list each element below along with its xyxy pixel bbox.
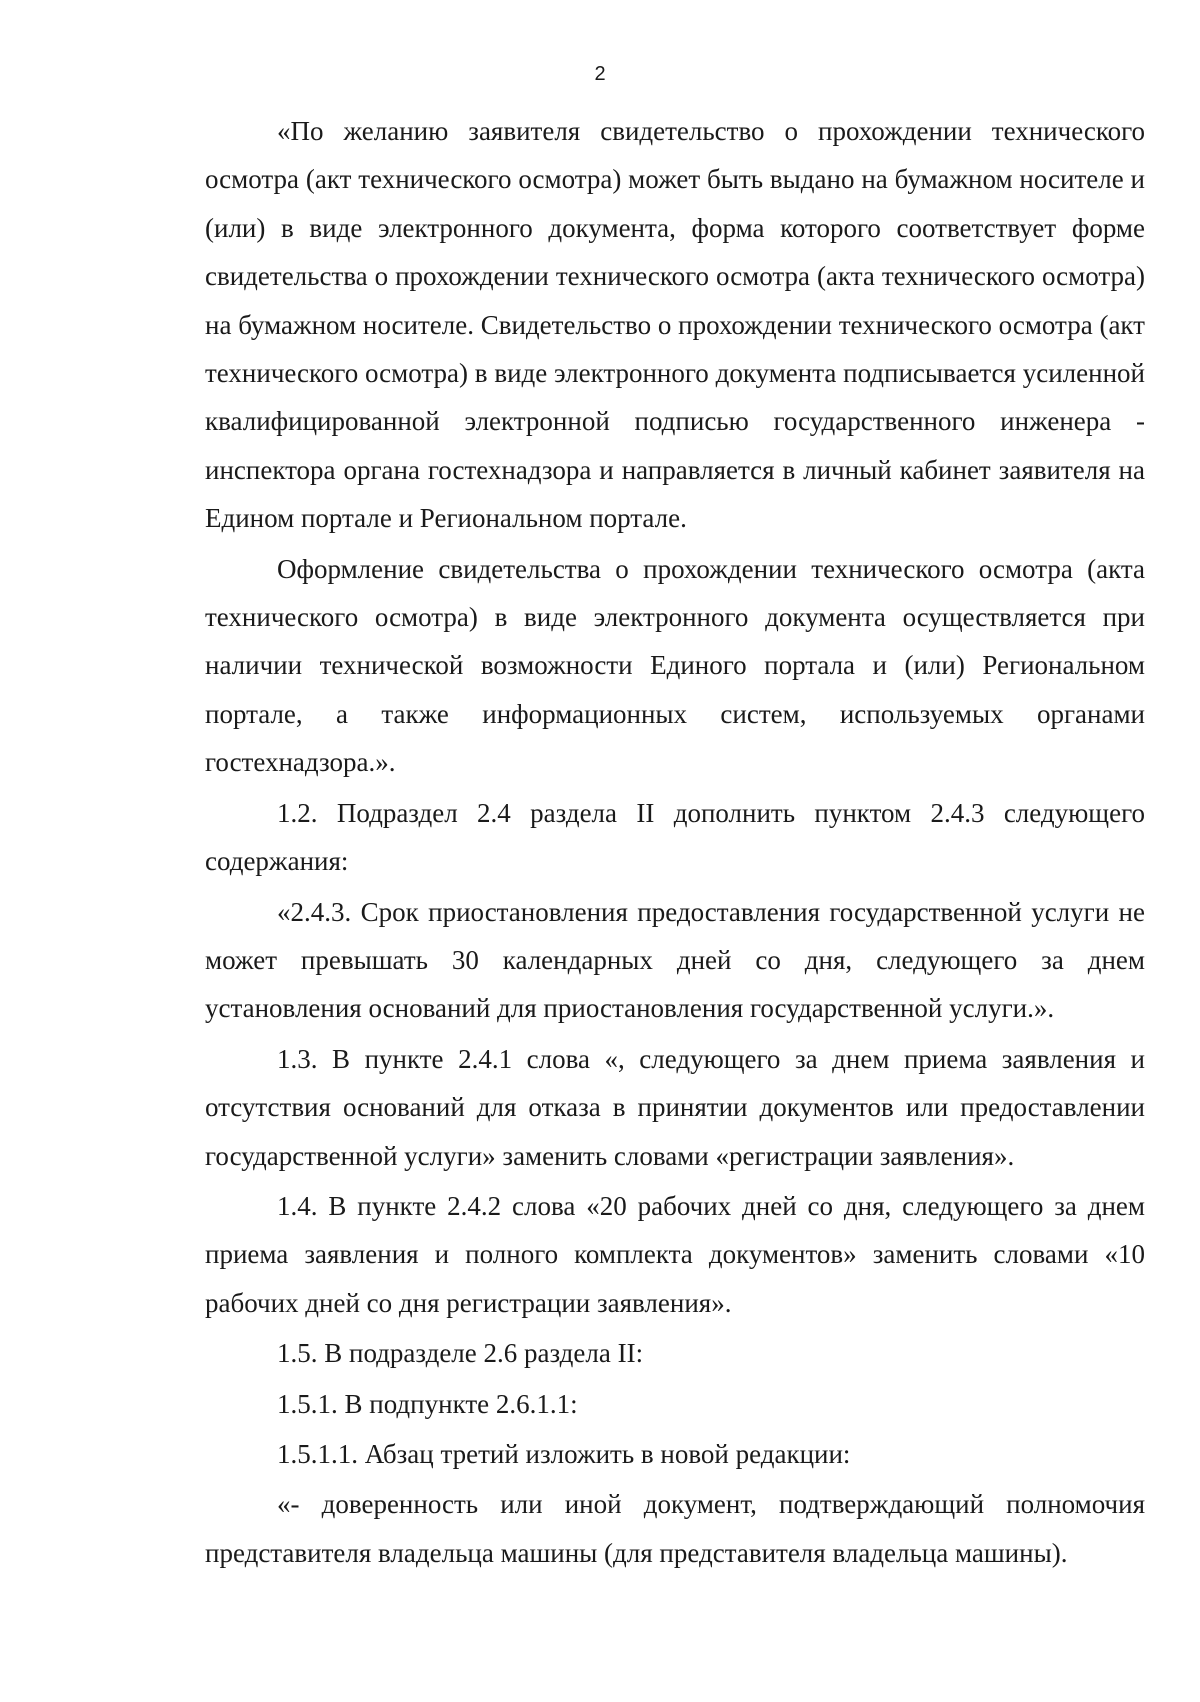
paragraph-item-2-4-3: «2.4.3. Срок приостановления предоставления государственной услуги не может превышать 30 календарных дней со дня, следующего за днем установления оснований для приостановления государственной услуги.». xyxy=(205,896,1145,1024)
paragraph-item-1-4: 1.4. В пункте 2.4.2 слова «20 рабочих дней со дня, следующего за днем приема заявления и полного комплекта документов» заменить словами «10 рабочих дней со дня регистрации заявления». xyxy=(205,1190,1145,1318)
paragraph-item-1-5-1-1: 1.5.1.1. Абзац третий изложить в новой редакции: xyxy=(277,1438,851,1469)
paragraph-certificate-processing: Оформление свидетельства о прохождении технического осмотра (акта технического осмотра) в виде электронного документа осуществляется при наличии технической возможности Единого портала и (или) Региональном портале, а также информационных систем, используемых органами гостехнадзора.». xyxy=(205,553,1145,778)
paragraph-electronic-certificate: «По желанию заявителя свидетельство о прохождении технического осмотра (акт технического осмотра) может быть выдано на бумажном носителе и (или) в виде электронного документа, форма которого соответствует форме свидетельства о прохождении технического осмотра (акта технического осмотра) на бумажном носителе. Свидетельство о прохождении технического осмотра (акт технического осмотра) в виде электронного документа подписывается усиленной квалифицированной электронной подписью государственного инженера - инспектора органа гостехнадзора и направляется в личный кабинет заявителя на Едином портале и Региональном портале. xyxy=(205,116,1145,534)
paragraph-item-1-5-1: 1.5.1. В подпункте 2.6.1.1: xyxy=(277,1388,578,1419)
paragraph-item-1-3: 1.3. В пункте 2.4.1 слова «, следующего за днем приема заявления и отсутствия оснований для отказа в принятии документов или предоставлении государственной услуги» заменить словами «регистрации заявления». xyxy=(205,1043,1145,1171)
document-body xyxy=(205,107,1145,1577)
paragraph-item-1-5: 1.5. В подразделе 2.6 раздела II: xyxy=(277,1338,644,1369)
paragraph-item-1-2: 1.2. Подраздел 2.4 раздела II дополнить пунктом 2.4.3 следующего содержания: xyxy=(205,797,1145,877)
paragraph-power-of-attorney: «- доверенность или иной документ, подтверждающий полномочия представителя владельца машины (для представителя владельца машины). xyxy=(205,1489,1145,1568)
page-number: 2 xyxy=(594,63,606,85)
